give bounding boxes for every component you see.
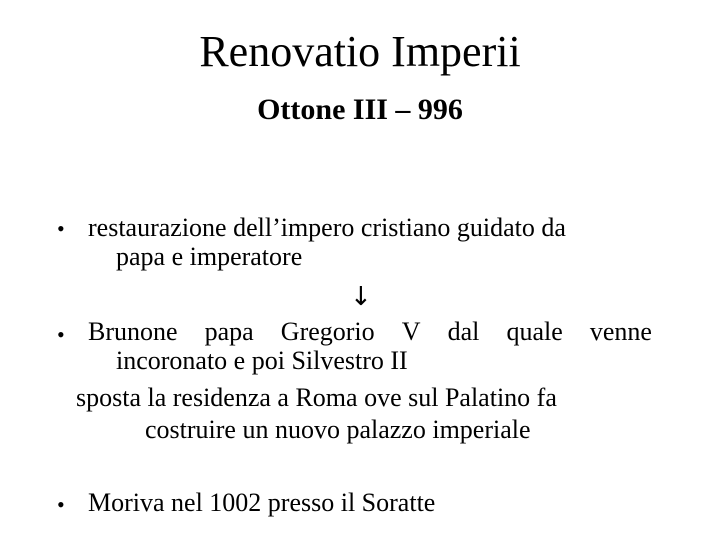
word: V xyxy=(401,317,421,346)
bullet-2-line-4: costruire un nuovo palazzo imperiale xyxy=(145,415,531,444)
word: dal xyxy=(447,317,480,346)
word: papa xyxy=(204,317,254,346)
bullet-marker: • xyxy=(57,216,65,241)
word: venne xyxy=(589,317,652,346)
bullet-1-line-1: restaurazione dell’impero cristiano guidato da xyxy=(88,213,566,242)
slide-subtitle: Ottone III – 996 xyxy=(257,93,463,126)
word: quale xyxy=(506,317,563,346)
bullet-1-line-2: papa e imperatore xyxy=(116,242,303,271)
bullet-marker: • xyxy=(57,492,65,517)
bullet-3-line-1: Moriva nel 1002 presso il Soratte xyxy=(88,488,436,517)
bullet-marker: • xyxy=(57,322,65,347)
bullet-2-line-1 xyxy=(88,318,652,346)
bullet-2-line-3: sposta la residenza a Roma ove sul Palatino fa xyxy=(76,383,557,412)
word: Brunone xyxy=(88,317,178,346)
word: Gregorio xyxy=(280,317,375,346)
down-arrow-icon: ↓ xyxy=(350,282,372,312)
slide-title: Renovatio Imperii xyxy=(199,27,521,76)
bullet-2-line-2: incoronato e poi Silvestro II xyxy=(116,346,408,375)
